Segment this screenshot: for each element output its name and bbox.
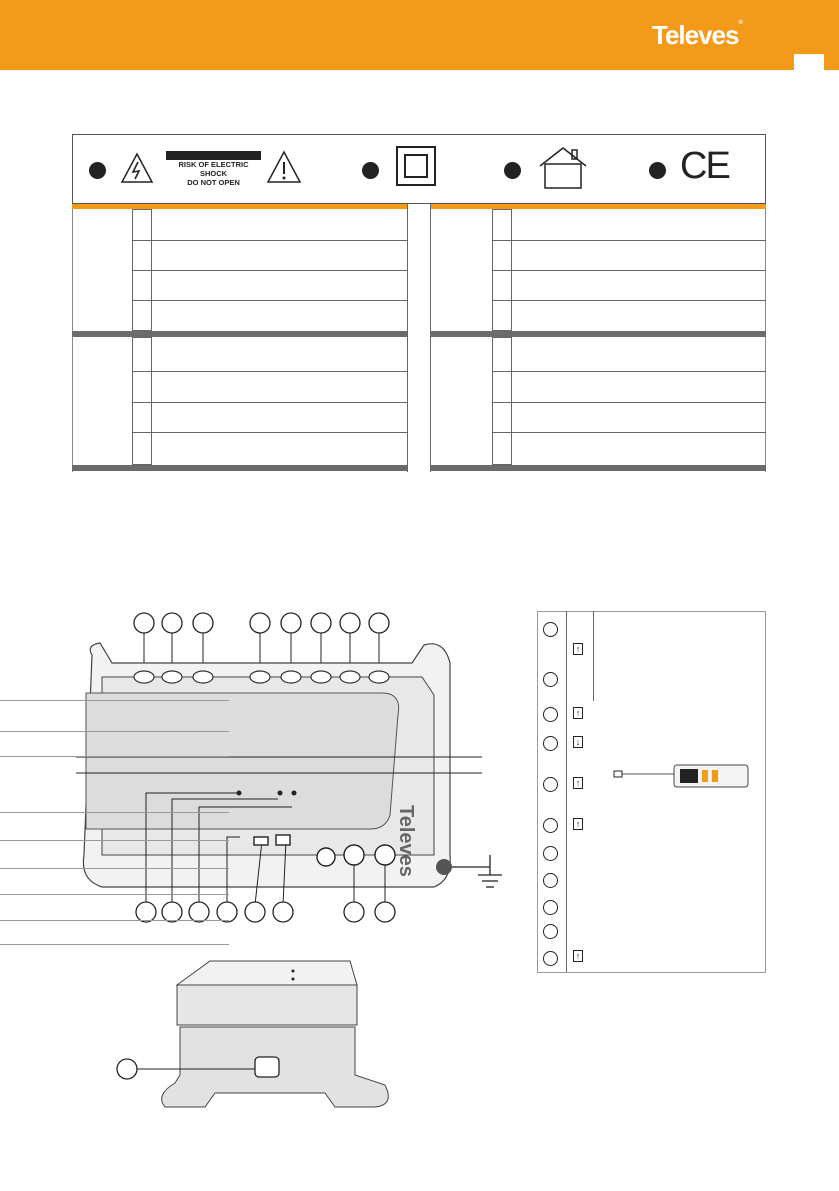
table-row-line (492, 300, 766, 301)
legend-callout (543, 818, 558, 833)
programmer-cable-icon (612, 762, 752, 790)
table-row-line (492, 270, 766, 271)
table-right-top-bar (430, 204, 766, 209)
legend-row (0, 731, 229, 756)
table-row-line (492, 402, 766, 403)
legend-callout (543, 622, 558, 637)
double-insulation-icon (396, 146, 436, 186)
table-row-line (132, 300, 407, 301)
input-arrow-icon: ↑ (573, 777, 583, 789)
input-arrow-icon: ↑ (573, 643, 583, 655)
input-arrow-icon: ↑ (573, 818, 583, 830)
warning-label-line1: RISK OF ELECTRIC SHOCK (178, 160, 249, 178)
indoor-use-icon (538, 146, 588, 190)
table-row-line (132, 371, 407, 372)
legend-callout (543, 672, 558, 687)
warning-label-line2: DO NOT OPEN (187, 178, 240, 187)
output-arrow-icon: ↓ (573, 736, 583, 748)
legend-callout (543, 951, 558, 966)
legend-callout (543, 736, 558, 751)
brand-name: Televes (652, 20, 739, 50)
table-row-line (492, 371, 766, 372)
table-bottom-bar (430, 465, 766, 471)
table-divider-right (430, 204, 431, 472)
table-row-line (492, 432, 766, 433)
bullet-3 (504, 162, 521, 179)
table-number-column (492, 337, 512, 465)
ce-mark-icon: CE (680, 145, 729, 187)
legend-row (0, 700, 229, 731)
legend-row (0, 840, 229, 868)
legend-row (0, 812, 229, 840)
brand-logo (652, 20, 742, 51)
legend-callout (543, 707, 558, 722)
bullet-2 (362, 162, 379, 179)
legend-callout (543, 924, 558, 939)
table-row-line (132, 240, 407, 241)
legend-callout (543, 777, 558, 792)
table-row-line (132, 432, 407, 433)
device-side-view-illustration (105, 955, 405, 1115)
input-arrow-icon: ↑ (573, 707, 583, 719)
bullet-4 (649, 162, 666, 179)
input-arrow-icon: ↑ (573, 950, 583, 962)
legend-callout (543, 900, 558, 915)
table-bottom-bar (72, 465, 407, 471)
table-number-column (132, 337, 152, 465)
legend-row (0, 944, 229, 972)
legend-divider (593, 611, 594, 701)
warning-label (166, 151, 261, 185)
warning-label-top (166, 151, 261, 160)
legend-row (0, 894, 229, 920)
side-brand-text: Televes (395, 805, 417, 877)
legend-row (0, 756, 229, 812)
legend-callout (543, 846, 558, 861)
exclamation-warning-icon (266, 150, 302, 184)
brand-mark: ® (738, 20, 742, 26)
legend-row (0, 868, 229, 894)
legend-table (537, 611, 766, 973)
table-row-line (132, 402, 407, 403)
page-number-tab (794, 54, 824, 70)
legend-row (0, 920, 229, 944)
table-left-top-bar (72, 204, 407, 209)
legend-divider (566, 611, 567, 972)
table-row-line (492, 240, 766, 241)
table-row-line (132, 270, 407, 271)
lightning-warning-icon (120, 152, 154, 184)
bullet-1 (89, 162, 106, 179)
table-section-bar (72, 331, 407, 337)
table-divider-left (407, 204, 408, 472)
legend-callout (543, 873, 558, 888)
table-section-bar (430, 331, 766, 337)
